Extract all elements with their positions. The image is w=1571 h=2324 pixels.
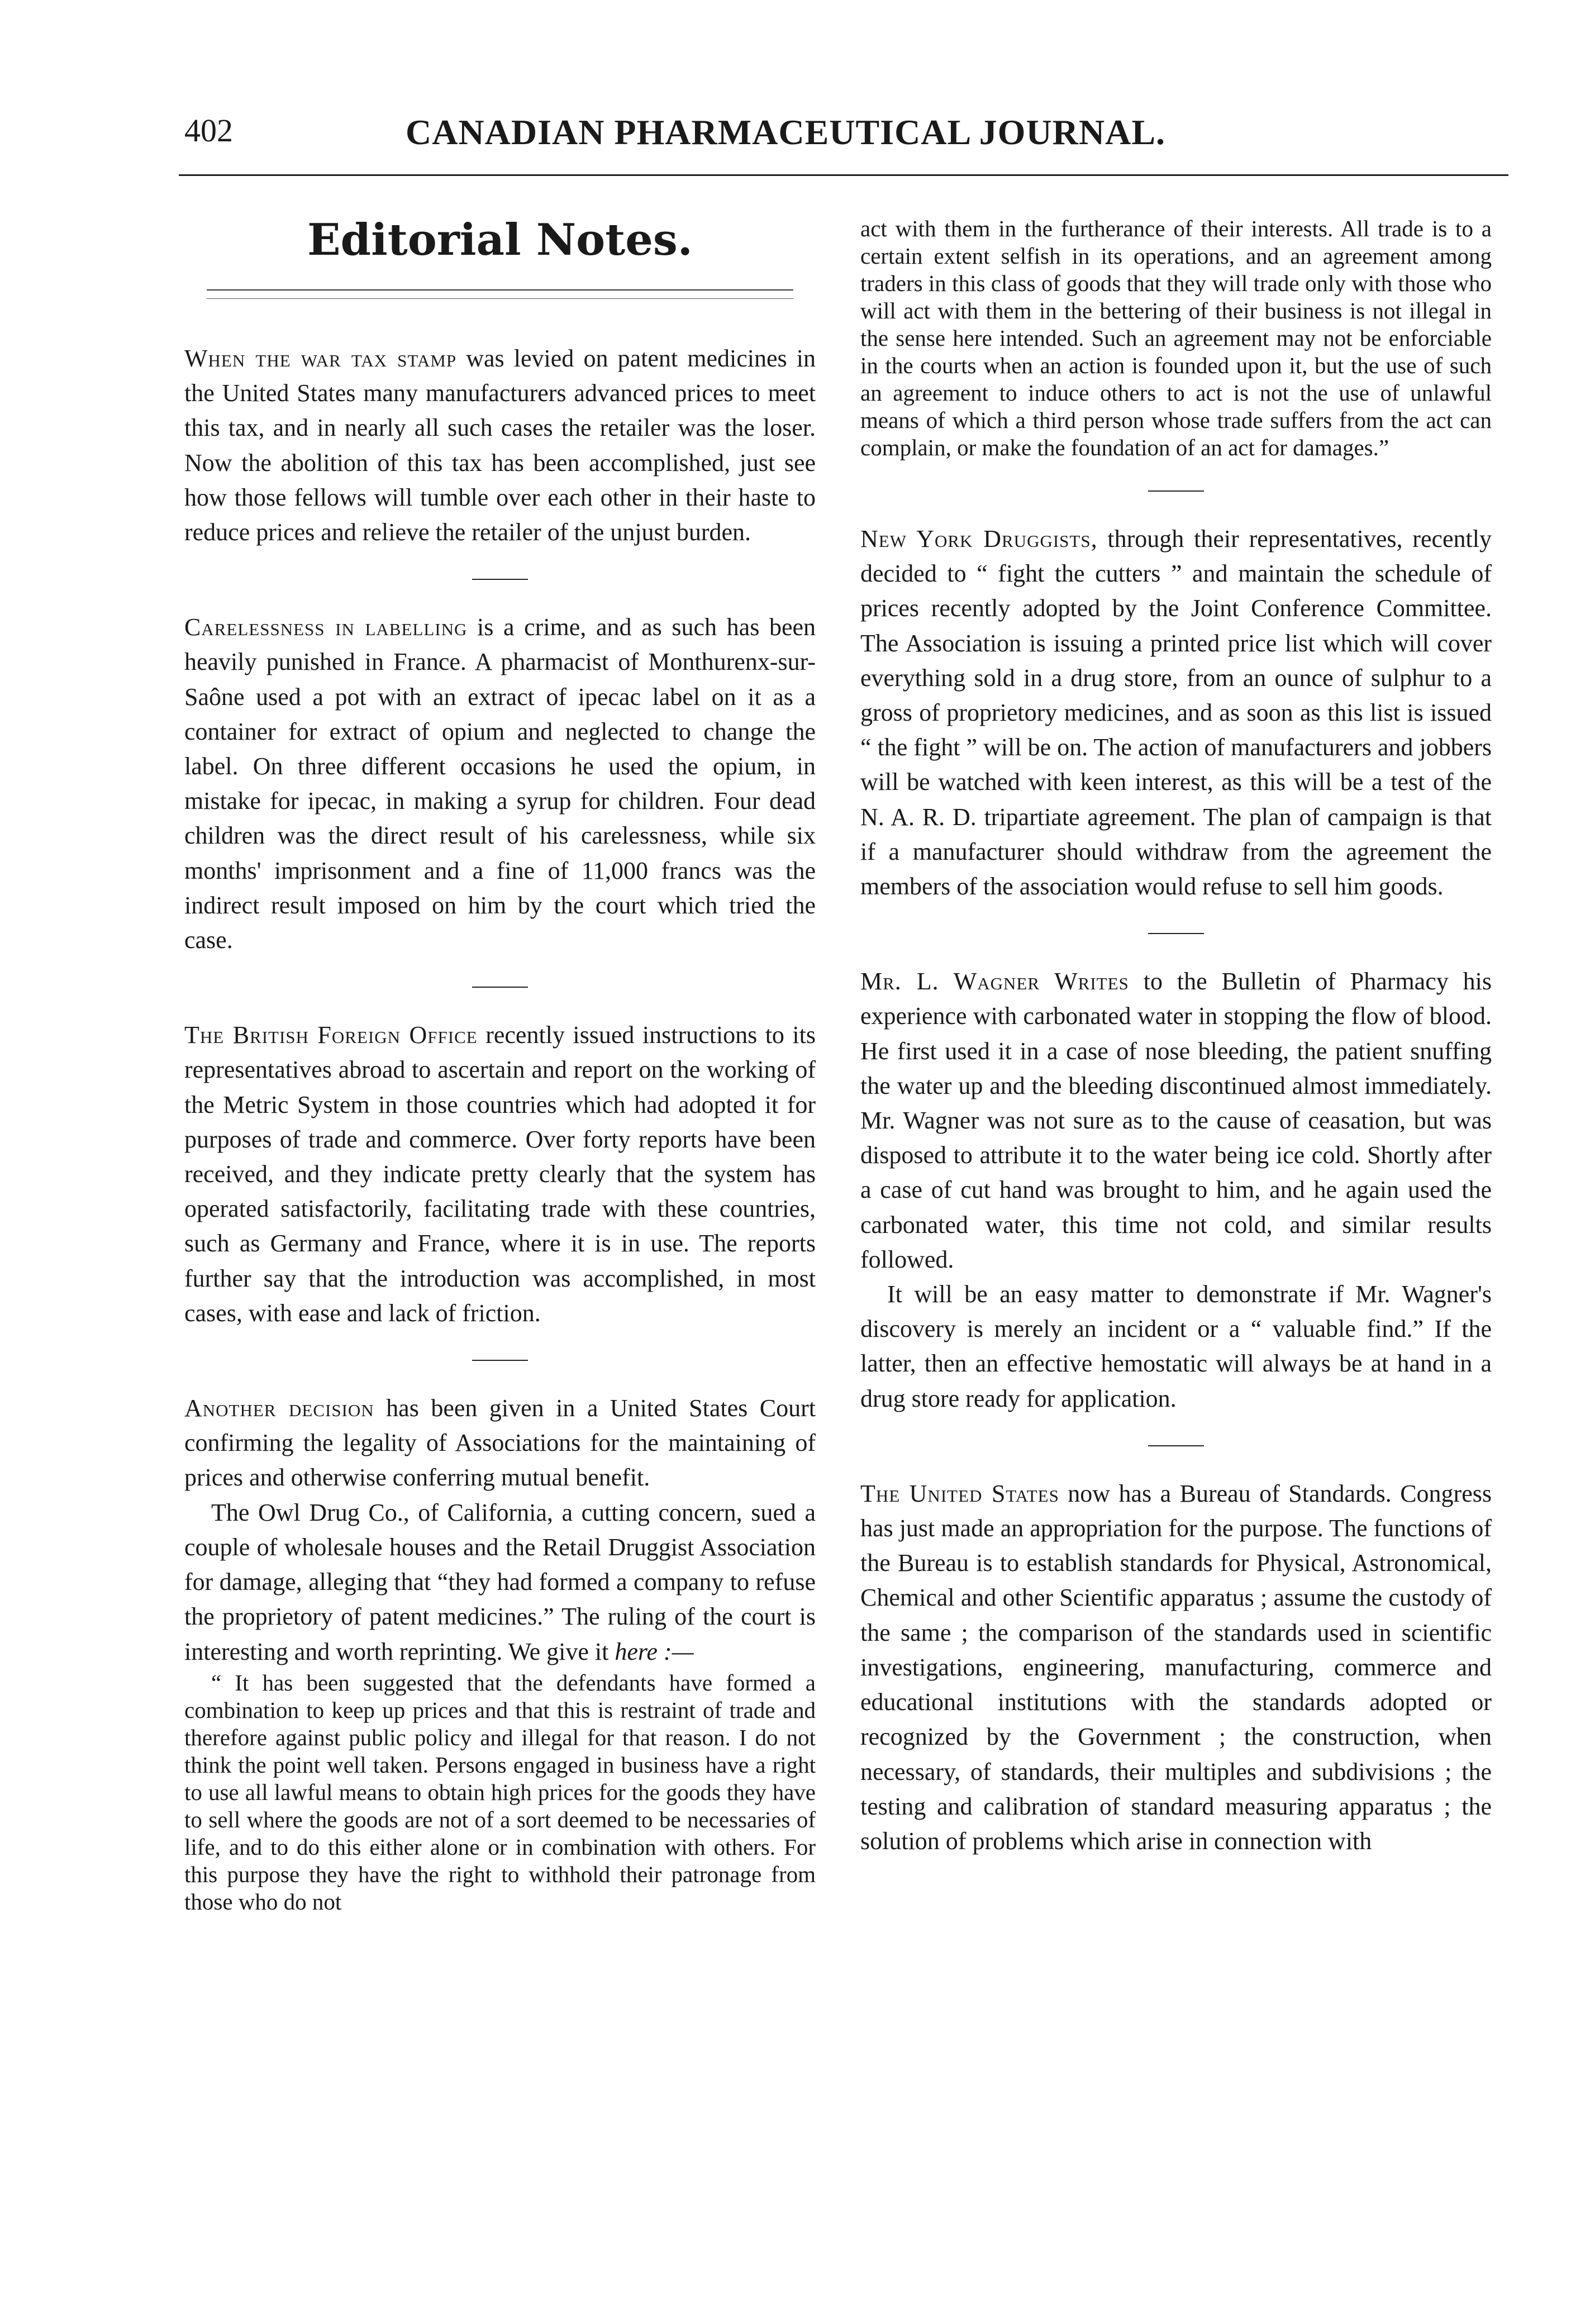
title-rule (207, 289, 793, 299)
bureau-of-standards-paragraph (860, 1477, 1492, 1859)
paragraph-body: now has a Bureau of Standards. Congress has just made an appropriation for the purpose. The functions of the Bureau is to establish standards for Physical, Astronomical, Chemical and other Scientific apparatus ; assume the custody of the same ; the comparison of the standards used in scientific investigations, engineering, manufacturing, commerce and educational institutions with the standards adopted or recognized by the Government ; the construction, when necessary, of standards, their multiples and subdivisions ; the testing and calibration of standard measuring apparatus ; the solution of problems which arise in connection with (860, 1479, 1492, 1855)
running-head: CANADIAN PHARMACEUTICAL JOURNAL. (405, 112, 1166, 152)
paragraph-body: The Owl Drug Co., of California, a cutting concern, sued a couple of wholesale houses and the Retail Druggist Association for damage, alleging that “they had formed a company to refuse the proprietory of patent medicines.” The ruling of the court is interesting and worth reprinting. We give it (184, 1498, 816, 1665)
paragraph-lead: The United States (860, 1479, 1059, 1507)
paragraph-lead: The British Foreign Office (184, 1021, 478, 1049)
paragraph-lead: When the war tax stamp (184, 345, 457, 372)
page-number: 402 (184, 112, 233, 149)
paragraph-body: has been given in a United States Court confirming the legality of Associations for the maintaining of prices and otherwise conferring mutual benefit. (184, 1394, 816, 1492)
paragraph-lead: New York Druggists, (860, 525, 1098, 553)
section-title: Editorial Notes. (307, 215, 693, 265)
separator (472, 1360, 528, 1361)
paragraph-lead: Carelessness in labelling (184, 613, 468, 641)
header-rule (179, 174, 1508, 176)
separator (1148, 490, 1204, 492)
here-label: here :— (615, 1637, 694, 1665)
paragraph-body: was levied on patent medicines in the United States many manufacturers advanced prices to meet this tax, and in nearly all such cases the retailer was the loser. Now the abolition of this tax has been accomplished, just see how those fellows will tumble over each other in their haste to reduce prices and relieve the retailer of the unjust burden. (184, 345, 816, 546)
paragraph-lead: Another decision (184, 1394, 374, 1422)
wagner-followup-paragraph: It will be an easy matter to demonstrate if Mr. Wagner's discovery is merely an incident or a “ valuable find.” If the latter, then an effective hemostatic will always be at hand in a drug store ready for application. (860, 1280, 1492, 1412)
separator (1148, 933, 1204, 934)
paragraph-body: through their representatives, recently decided to “ fight the cutters ” and maintain the schedule of prices recently adopted by the Joint Conference Committee. The Association is issuing a printed price list which will cover everything sold in a drug store, from an ounce of sulphur to a gross of proprietory medicines, and as soon as this list is issued “ the fight ” will be on. The action of manufacturers and jobbers will be watched with keen interest, as this will be a test of the N. A. R. D. tripartiate agreement. The plan of campaign is that if a manufacturer should withdraw from the agreement the members of the association would refuse to sell him goods. (860, 525, 1492, 901)
separator (472, 987, 528, 988)
new-york-druggists-paragraph (860, 522, 1492, 904)
left-column (184, 212, 816, 1916)
war-tax-paragraph (184, 341, 816, 550)
paragraph-lead: Mr. L. Wagner Writes (860, 968, 1129, 996)
right-column (860, 215, 1492, 1859)
labelling-paragraph (184, 610, 816, 958)
wagner-paragraph (860, 964, 1492, 1277)
paragraph-body: recently issued instructions to its representatives abroad to ascertain and report on the working of the Metric System in those countries which had adopted it for purposes of trade and commerce. Over forty reports have been received, and they indicate pretty clearly that the system has operated satisfactorily, facilitating trade with these countries, such as Germany and France, where it is in use. The reports further say that the introduction was accomplished, in most cases, with ease and lack of friction. (184, 1021, 816, 1327)
court-decision-paragraph (184, 1391, 816, 1496)
separator (1148, 1445, 1204, 1446)
paragraph-body: is a crime, and as such has been heavily punished in France. A pharmacist of Monthurenx-sur-Saône used a pot with an extract of ipecac label on it as a container for extract of opium and neglected to change the label. On three different occasions he used the opium, in mistake for ipecac, in making a syrup for children. Four dead children was the direct result of his carelessness, while six months' imprisonment and a fine of 11,000 francs was the indirect result imposed on him by the court which tried the case. (184, 613, 816, 954)
metric-system-paragraph (184, 1018, 816, 1331)
owl-drug-paragraph (184, 1496, 816, 1669)
court-quote: “ It has been suggested that the defendants have formed a combination to keep up prices and that this is restraint of trade and therefore against public policy and illegal for that reason. I do not think the point well taken. Persons engaged in business have a right to use all lawful means to obtain high prices for the goods they have to sell where the goods are not of a sort deemed to be necessaries of life, and to do this either alone or in combination with others. For this purpose they have the right to withhold their patronage from those who do not (184, 1669, 816, 1915)
separator (472, 579, 528, 580)
paragraph-body: to the Bulletin of Pharmacy his experience with carbonated water in stopping the flow of blood. He first used it in a case of nose bleeding, the patient snuffing the water up and the bleeding discontinued almost immediately. Mr. Wagner was not sure as to the cause of ceasation, but was disposed to attribute it to the water being ice cold. Shortly after a case of cut hand was brought to him, and he again used the carbonated water, this time not cold, and similar results followed. (860, 968, 1492, 1273)
court-quote-continued: act with them in the furtherance of their interests. All trade is to a certain extent selfish in its operations, and an agreement among traders in this class of goods that they will trade only with those who will act with them in the bettering of their business is not illegal in the sense here intended. Such an agreement may not be enforciable in the courts when an action is founded upon it, but the use of such an agreement to induce others to act is not the use of unlawful means of which a third person whose trade suffers from the act can complain, or make the foundation of an act for damages.” (860, 216, 1492, 460)
